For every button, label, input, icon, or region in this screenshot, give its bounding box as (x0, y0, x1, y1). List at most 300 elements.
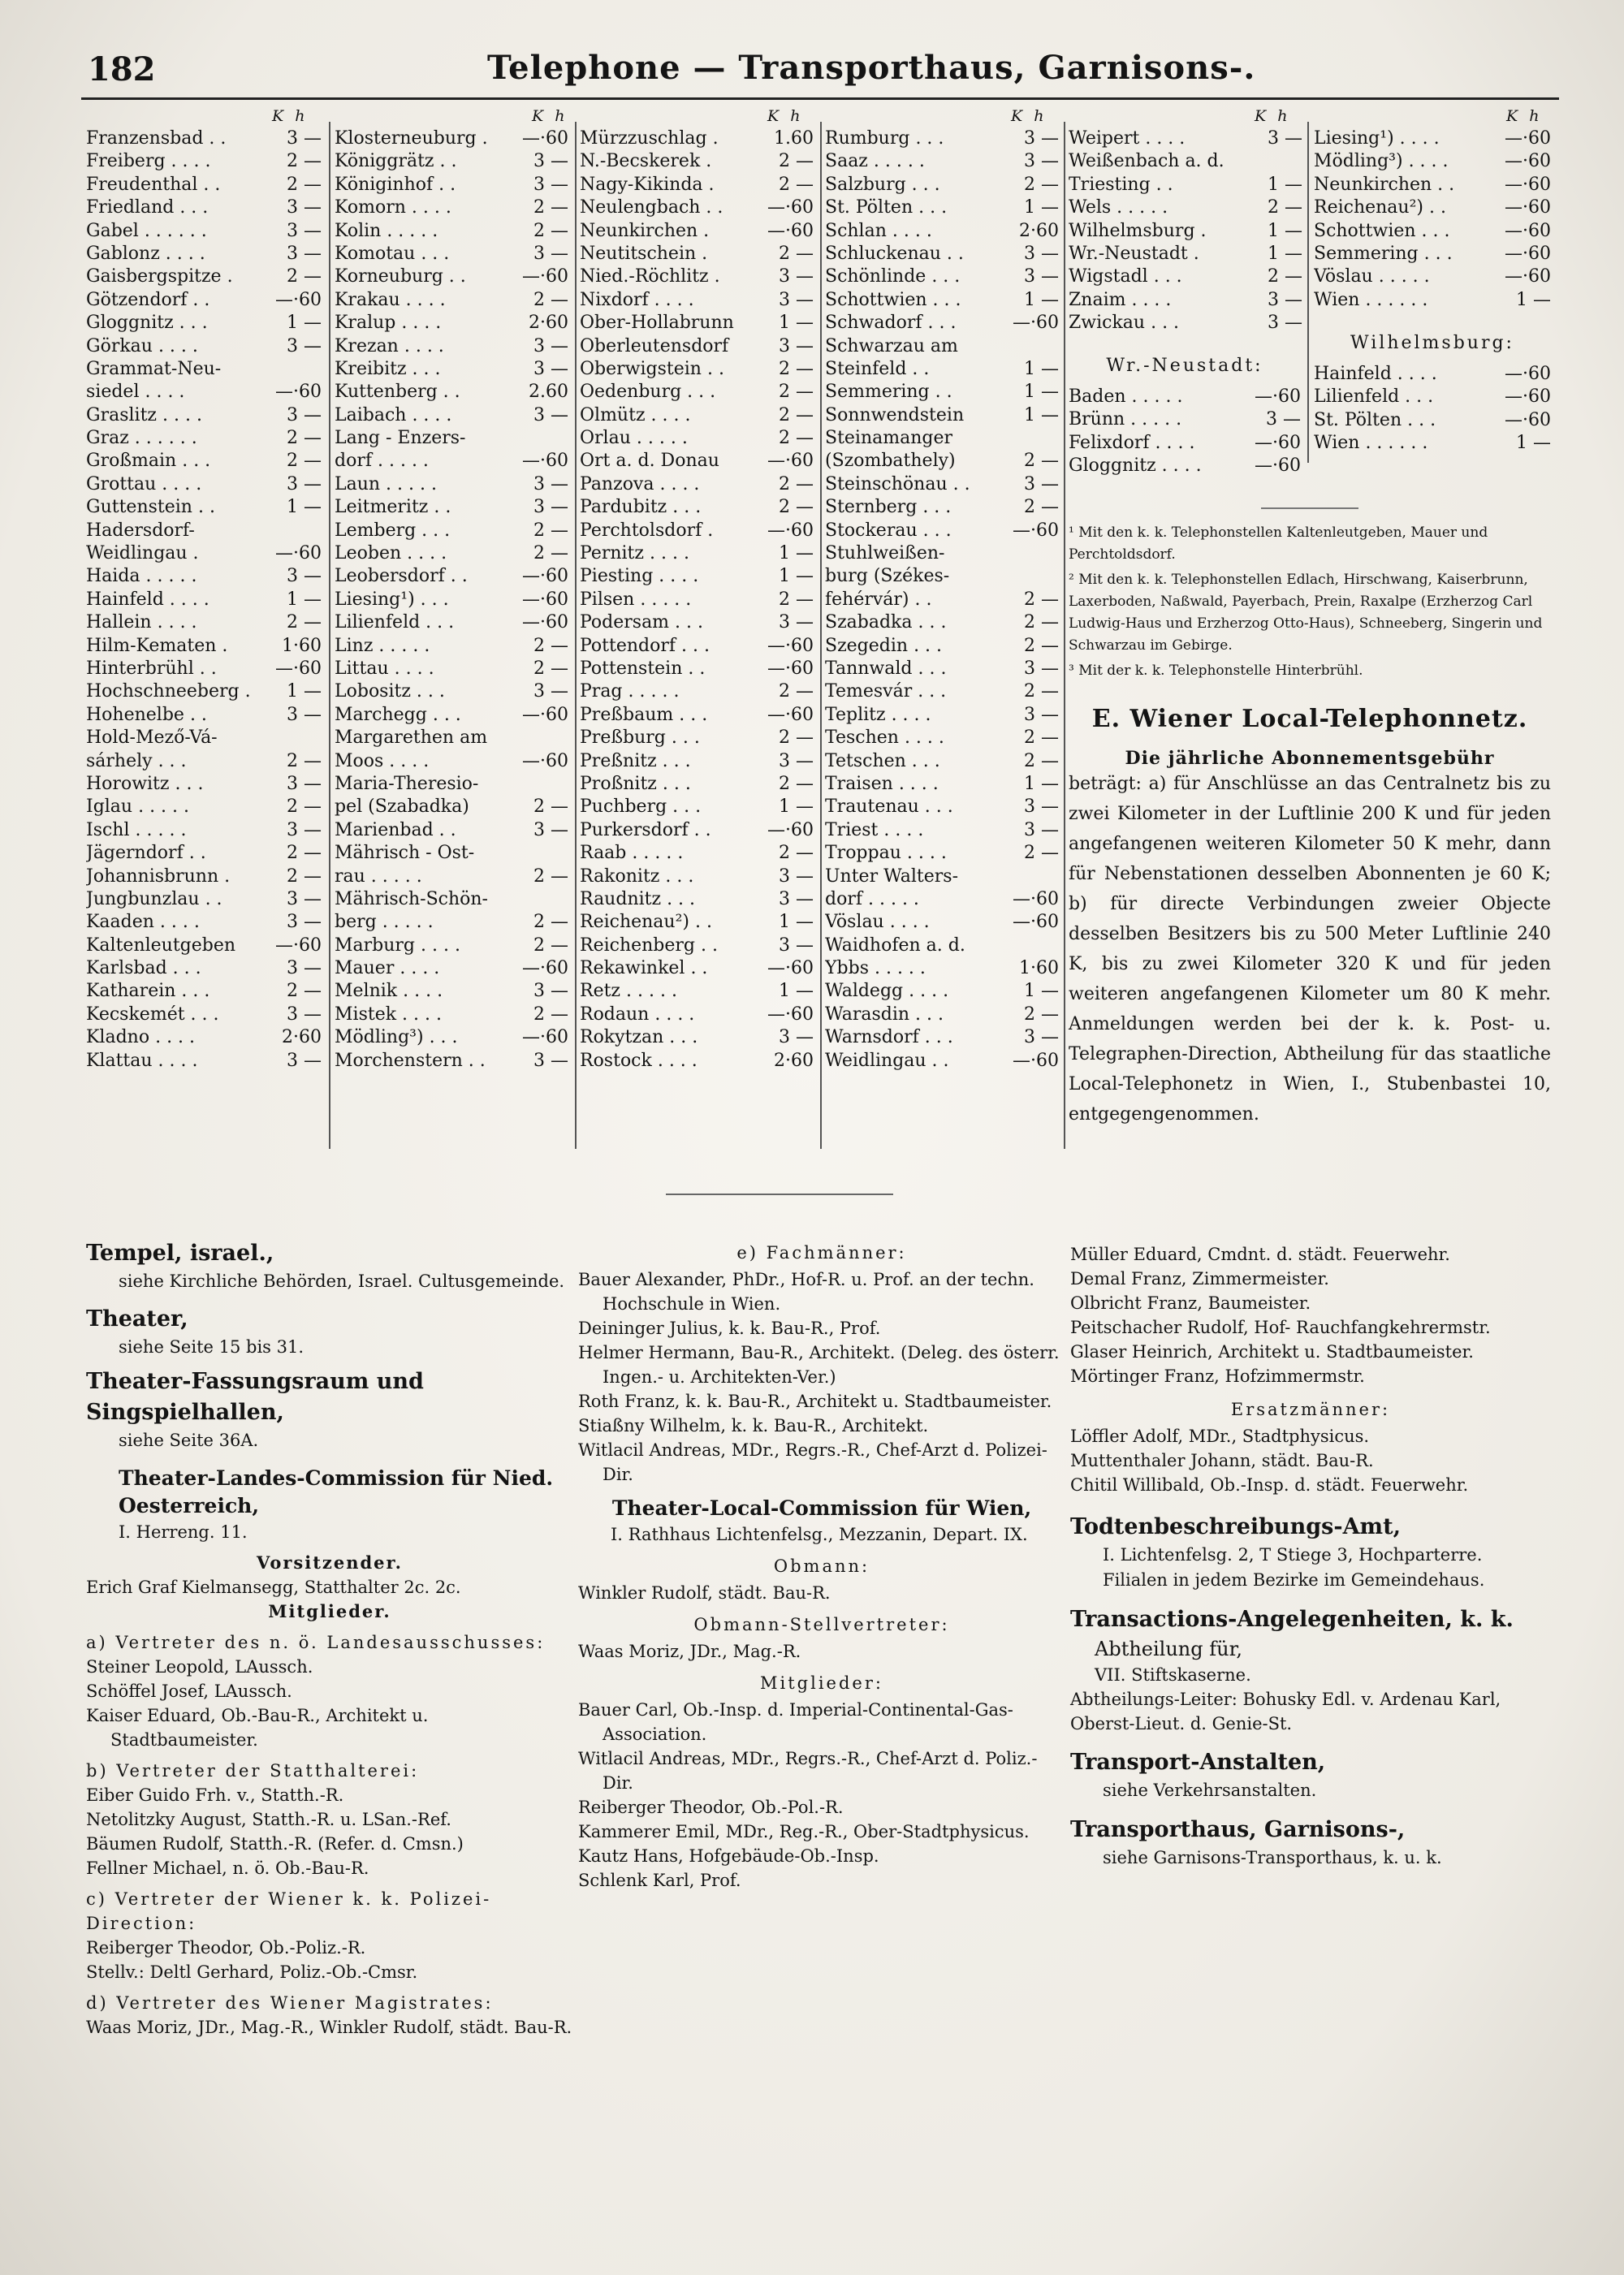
member-entry: Steiner Leopold, LAussch. (86, 1657, 313, 1677)
place-name: Hilm-Kematen . (86, 635, 228, 656)
rate-row (580, 336, 814, 359)
rate-row (1314, 221, 1551, 244)
rate-row (825, 543, 1059, 566)
rate-row (580, 382, 814, 404)
rate-value: —·60 (1505, 197, 1551, 218)
theater-heading: Theater, (86, 1306, 188, 1332)
section-e-heading: E. Wiener Local-Telephonnetz. (1091, 705, 1528, 733)
rate-row (86, 751, 322, 774)
mitglieder-label: Mitglieder. (268, 1601, 391, 1621)
place-name: Wilhelmsburg . (1069, 220, 1207, 241)
rate-row (86, 658, 322, 681)
rate-row (335, 774, 568, 796)
transport-anstalten-text: siehe Verkehrsanstalten. (1103, 1781, 1317, 1800)
rate-row (86, 843, 322, 866)
place-name: Freiberg . . . . (86, 151, 211, 172)
rate-row (335, 405, 568, 428)
place-name: Rumburg . . . (825, 128, 944, 149)
rate-value: —·60 (522, 1027, 568, 1048)
place-name: Nied.-Röchlitz . (580, 266, 720, 287)
place-name: Schwadorf . . . (825, 313, 957, 334)
place-name: Mauer . . . . (335, 958, 440, 979)
place-name: Großmain . . . (86, 451, 211, 472)
rate-row (1314, 386, 1551, 409)
place-name: Nagy-Kikinda . (580, 174, 715, 195)
place-name: Reichenau²) . . (1314, 197, 1446, 218)
place-name: Warnsdorf . . . (825, 1027, 953, 1048)
rate-row (825, 912, 1059, 935)
place-name: Nixdorf . . . . (580, 289, 694, 310)
rate-value: —·60 (1505, 220, 1551, 241)
rate-row (825, 935, 1059, 958)
place-name: Liesing¹) . . . . (1314, 128, 1440, 149)
rate-value: —·60 (522, 704, 568, 725)
rate-row (580, 428, 814, 451)
place-name: Warasdin . . . (825, 1004, 944, 1025)
rate-value: 2 — (779, 589, 814, 610)
rate-row (580, 313, 814, 335)
place-name: Znaim . . . . (1069, 289, 1172, 310)
place-name: Rekawinkel . . (580, 958, 708, 979)
place-name: Kaaden . . . . (86, 912, 200, 933)
rate-row (86, 774, 322, 796)
rate-value: 3 — (1268, 128, 1302, 149)
column-divider (575, 122, 577, 1149)
rate-value: 2 — (779, 151, 814, 172)
local-members-continued (1070, 1242, 1551, 1388)
rate-row (86, 520, 322, 543)
rate-value: 1 — (1516, 289, 1551, 310)
rate-value: 3 — (779, 266, 814, 287)
rate-row (825, 382, 1059, 404)
rate-value: 3 — (1024, 266, 1059, 287)
rate-value: —·60 (275, 935, 322, 956)
place-name: Mödling³) . . . . (1314, 151, 1449, 172)
rate-value: 2 — (287, 981, 322, 1002)
rate-row (86, 290, 322, 313)
place-name: Baden . . . . . (1069, 386, 1183, 407)
rate-value: 1 — (779, 981, 814, 1002)
rate-row (335, 290, 568, 313)
place-name: Stockerau . . . (825, 520, 952, 541)
rate-value: —·60 (1013, 313, 1059, 334)
member-entry: Witlacil Andreas, MDr., Regrs.-R., Chef-Arzt d. Polizei-Dir. (578, 1440, 1047, 1484)
rate-value: 2 — (1024, 727, 1059, 749)
kh-label: K h (1255, 107, 1291, 125)
place-name: Stuhlweißen- (825, 543, 945, 564)
place-name: Kaltenleutgeben (86, 935, 236, 956)
rate-row (825, 197, 1059, 220)
transport-anstalten-heading: Transport-Anstalten, (1070, 1750, 1326, 1775)
rate-value: 2 — (779, 404, 814, 425)
place-name: Rokytzan . . . (580, 1027, 698, 1048)
rate-row (825, 796, 1059, 819)
place-name: Königgrätz . . (335, 151, 457, 172)
rate-row (86, 866, 322, 889)
place-name: Brünn . . . . . (1069, 409, 1182, 430)
rate-row (825, 497, 1059, 520)
rate-value: 3 — (779, 866, 814, 887)
rate-value: 2 — (779, 243, 814, 264)
rate-value: 1 — (779, 796, 814, 818)
rate-row (1069, 386, 1301, 409)
rate-column-1 (86, 128, 322, 1073)
rate-row (86, 428, 322, 451)
rate-row (825, 451, 1059, 473)
rate-value: —·60 (1505, 364, 1551, 384)
place-name: Wigstadl . . . (1069, 266, 1182, 287)
obmann-stellvertreter-label: Obmann-Stellvertreter: (693, 1615, 950, 1634)
fassungsraum-heading: Theater-Fassungsraum und Singspielhallen, (86, 1369, 424, 1425)
transporthaus-text: siehe Garnisons-Transporthaus, k. u. k. (1103, 1848, 1442, 1867)
place-name: Kralup . . . . (335, 313, 442, 334)
rate-row (335, 497, 568, 520)
rate-value: 1·60 (282, 635, 322, 656)
rate-row (580, 197, 814, 220)
member-entry: Witlacil Andreas, MDr., Regrs.-R., Chef-Arzt d. Poliz.-Dir. (578, 1749, 1038, 1793)
place-name: Iglau . . . . . (86, 796, 190, 818)
rate-row (86, 681, 322, 704)
rate-value: 2 — (1024, 681, 1059, 702)
place-name: Mürzzuschlag . (580, 128, 719, 149)
rate-row (825, 359, 1059, 382)
member-entry: Müller Eduard, Cmdnt. d. städt. Feuerwehr. (1070, 1245, 1450, 1264)
rate-column-4 (825, 128, 1059, 1073)
place-name: Graslitz . . . . (86, 404, 202, 425)
place-name: siedel . . . . (86, 382, 185, 403)
rate-row (86, 451, 322, 473)
kh-label: K h (272, 107, 309, 125)
section-e-text: beträgt: a) für Anschlüsse an das Centralnetz bis zu zwei Kilometer in der Luftlinie 200 K und für jeden angefangenen weiteren Kilometer 50 K mehr, dann für Nebenstationen desselben Abonnenten je 60 K; b) für directe Verbindungen zweier Objecte desselben Besitzers bis zu 500 Meter Luftlinie 240 K, bis zu zwei Kilometer 320 K und für jeden weiteren angefangenen Kilometer um 80 K mehr. Anmeldungen werden bei der k. k. Post- u. Telegraphen-Direction, Abtheilung für das staatliche Local-Telephonetz in Wien, I., Stubenbastei 10, entgegengenommen. (1069, 774, 1551, 1125)
rate-column-2 (335, 128, 568, 1073)
rate-row (580, 705, 814, 727)
rate-row (1314, 266, 1551, 289)
place-name: Götzendorf . . (86, 289, 210, 310)
rate-row (86, 221, 322, 244)
rate-row (1314, 128, 1551, 151)
rate-value: —·60 (1255, 386, 1301, 407)
rate-row (825, 774, 1059, 796)
place-name: Ort a. d. Donau (580, 451, 719, 472)
rate-row (825, 405, 1059, 428)
place-name: Görkau . . . . (86, 335, 198, 356)
member-entry: Stellv.: Deltl Gerhard, Poliz.-Ob.-Cmsr. (86, 1962, 418, 1982)
rate-value: 2 — (779, 497, 814, 518)
place-name: Temesvár . . . (825, 681, 947, 702)
rate-value: 3 — (1268, 313, 1302, 334)
rate-row (335, 796, 568, 819)
rate-row (580, 474, 814, 497)
bottom-right-column (1070, 1242, 1551, 1877)
rate-value: —·60 (767, 520, 814, 541)
fachmaenner-list (578, 1267, 1065, 1487)
rate-value: 2 — (287, 750, 322, 771)
rate-row (1314, 151, 1551, 174)
transactions-leiter: Abtheilungs-Leiter: Bohusky Edl. v. Ardenau Karl, Oberst-Lieut. d. Genie-St. (1070, 1690, 1501, 1733)
place-name: Karlsbad . . . (86, 958, 201, 979)
rate-value: 3 — (533, 174, 568, 195)
rate-value: —·60 (1013, 912, 1059, 933)
ersatzmaenner-label: Ersatzmänner: (1230, 1400, 1391, 1419)
place-name: Friedland . . . (86, 197, 209, 218)
place-name: Rostock . . . . (580, 1050, 698, 1071)
rate-value: 3 — (287, 128, 322, 149)
place-name: pel (Szabadka) (335, 796, 469, 818)
place-name: Marburg . . . . (335, 935, 460, 956)
place-name: Unter Walters- (825, 866, 959, 887)
rate-value: 3 — (1024, 473, 1059, 494)
rate-value: 1 — (779, 566, 814, 587)
rate-value: 1 — (1024, 358, 1059, 379)
rate-value: 3 — (287, 566, 322, 587)
rate-row (86, 313, 322, 335)
rate-row (86, 359, 322, 382)
rate-value: 3 — (779, 935, 814, 956)
transactions-heading: Transactions-Angelegenheiten, k. k. (1070, 1607, 1514, 1632)
rate-row (825, 474, 1059, 497)
rate-row (1069, 221, 1302, 244)
member-entry: Chitil Willibald, Ob.-Insp. d. städt. Feuerwehr. (1070, 1475, 1469, 1495)
member-entry: Kaiser Eduard, Ob.-Bau-R., Architekt u. Stadtbaumeister. (86, 1706, 429, 1750)
place-name: Olmütz . . . . (580, 404, 691, 425)
place-name: sárhely . . . (86, 750, 187, 771)
rate-row (580, 221, 814, 244)
place-name: dorf . . . . . (335, 451, 429, 472)
place-name: Leitmeritz . . (335, 497, 451, 518)
rate-value: 2 — (287, 428, 322, 449)
rate-row (335, 244, 568, 266)
rate-row (335, 266, 568, 289)
todtenbeschreibungs-heading: Todtenbeschreibungs-Amt, (1070, 1514, 1401, 1539)
rate-value: 3 — (533, 335, 568, 356)
rate-value: 2 — (533, 289, 568, 310)
local-commission-heading: Theater-Local-Commission für Wien, (611, 1496, 1032, 1520)
rate-value: 2 — (287, 843, 322, 864)
group-label: b) Vertreter der Statthalterei: (86, 1761, 420, 1781)
place-name: Komorn . . . . (335, 197, 451, 218)
rate-value: 3 — (779, 289, 814, 310)
rate-value: 3 — (533, 981, 568, 1002)
landes-commission-address: I. Herreng. 11. (119, 1522, 248, 1542)
group-label: d) Vertreter des Wiener Magistrates: (86, 1993, 494, 2013)
column-divider (329, 122, 330, 1149)
member-entry: Demal Franz, Zimmermeister. (1070, 1269, 1329, 1289)
place-name: Oberleutensdorf (580, 335, 729, 356)
rate-row (825, 313, 1059, 335)
rate-value: 3 — (533, 497, 568, 518)
place-name: Steinfeld . . (825, 358, 930, 379)
rate-value: 2 — (287, 866, 322, 887)
rate-row (335, 1004, 568, 1027)
rate-value: 2 — (1268, 197, 1302, 218)
rate-row (580, 359, 814, 382)
rate-value: 2 — (533, 197, 568, 218)
place-name: Königinhof . . (335, 174, 456, 195)
rate-value: 1 — (1268, 174, 1302, 195)
place-name: Haida . . . . . (86, 566, 197, 587)
rate-row (580, 727, 814, 750)
rate-row (825, 1051, 1059, 1073)
rate-value: 3 — (779, 750, 814, 771)
rate-value: 1 — (1024, 404, 1059, 425)
rate-row (86, 244, 322, 266)
kh-label: K h (1011, 107, 1047, 125)
rate-value: 3 — (287, 243, 322, 264)
place-name: Salzburg . . . (825, 174, 940, 195)
rate-row (580, 796, 814, 819)
member-entry: Netolitzky August, Statth.-R. u. LSan.-Ref. (86, 1810, 451, 1829)
place-name: Szegedin . . . (825, 635, 943, 656)
place-name: Neunkirchen . . (1314, 174, 1455, 195)
rate-row (825, 636, 1059, 658)
place-name: Piesting . . . . (580, 566, 699, 587)
place-name: Hochschneeberg . (86, 681, 251, 702)
wilhelmsburg-list (1314, 364, 1551, 456)
rate-value: 2 — (533, 866, 568, 887)
rate-value: 1 — (287, 497, 322, 518)
member-entry: Bauer Alexander, PhDr., Hof-R. u. Prof. an der techn. Hochschule in Wien. (578, 1270, 1034, 1314)
rate-row (335, 543, 568, 566)
column-divider (1307, 122, 1309, 463)
todtenbeschreibungs-text: I. Lichtenfelsg. 2, T Stiege 3, Hochparterre. Filialen in jedem Bezirke im Gemeindehaus. (1103, 1545, 1485, 1590)
rate-value: 2 — (533, 520, 568, 541)
place-name: Moos . . . . (335, 750, 430, 771)
rate-row (86, 820, 322, 843)
place-name: Pardubitz . . . (580, 497, 702, 518)
place-name: Vöslau . . . . . (1314, 266, 1430, 287)
place-name: Pottendorf . . . (580, 635, 710, 656)
rate-value: 2·60 (529, 313, 568, 334)
rate-row (335, 313, 568, 335)
rate-value: 2 — (779, 382, 814, 403)
rate-value: 3 — (779, 1027, 814, 1048)
rate-value: 2 — (533, 220, 568, 241)
place-name: Lemberg . . . (335, 520, 451, 541)
rate-value: —·60 (522, 612, 568, 633)
place-name: Hohenelbe . . (86, 704, 207, 725)
rate-row (580, 543, 814, 566)
rate-value: 3 — (1024, 819, 1059, 840)
rate-row (86, 497, 322, 520)
rate-row (825, 1004, 1059, 1027)
place-name: Neunkirchen . (580, 220, 710, 241)
member-entry: Fellner Michael, n. ö. Ob.-Bau-R. (86, 1858, 369, 1878)
place-name: Horowitz . . . (86, 773, 204, 794)
place-name: N.-Becskerek . (580, 151, 712, 172)
place-name: Franzensbad . . (86, 128, 227, 149)
rate-value: —·60 (275, 289, 322, 310)
rate-row (335, 566, 568, 589)
place-name: Lobositz . . . (335, 681, 445, 702)
place-name: Perchtolsdorf . (580, 520, 714, 541)
rate-column-5 (1069, 128, 1302, 336)
place-name: Steinschönau . . (825, 473, 970, 494)
place-name: Trautenau . . . (825, 796, 953, 818)
place-name: Triesting . . (1069, 174, 1173, 195)
rate-row (335, 727, 568, 750)
rate-value: 2 — (533, 658, 568, 679)
place-name: Weidlingau . . (825, 1050, 949, 1071)
rate-row (580, 636, 814, 658)
member-entry: Bäumen Rudolf, Statth.-R. (Refer. d. Cmsn.) (86, 1834, 464, 1854)
rate-row (825, 612, 1059, 635)
place-name: Hold-Mező-Vá- (86, 727, 218, 749)
member-entry: Deininger Julius, k. k. Bau-R., Prof. (578, 1319, 881, 1338)
place-name: Maria-Theresio- (335, 773, 479, 794)
rate-row (1314, 290, 1551, 313)
member-entry: Löffler Adolf, MDr., Stadtphysicus. (1070, 1427, 1370, 1446)
footnotes-and-section-e (1069, 507, 1551, 1129)
section-e-lead: Die jährliche Abonnementsgebühr (1125, 748, 1495, 769)
rate-value: 2 — (779, 681, 814, 702)
rate-row (825, 751, 1059, 774)
rate-row (86, 175, 322, 197)
member-entry: Mörtinger Franz, Hofzimmermstr. (1070, 1366, 1365, 1386)
place-name: Tetschen . . . (825, 750, 940, 771)
obmann-label: Obmann: (773, 1556, 870, 1576)
place-name: Margarethen am (335, 727, 488, 749)
rate-row (335, 912, 568, 935)
rate-row (1314, 433, 1551, 455)
transactions-subheading: Abtheilung für, (1095, 1638, 1243, 1660)
rate-row (335, 175, 568, 197)
place-name: Krakau . . . . (335, 289, 446, 310)
rate-value: 2 — (1024, 612, 1059, 633)
rate-value: 3 — (533, 819, 568, 840)
place-name: Sternberg . . . (825, 497, 952, 518)
place-name: Preßbaum . . . (580, 704, 708, 725)
group-label: c) Vertreter der Wiener k. k. Polizei-Direction: (86, 1889, 492, 1933)
place-name: Laibach . . . . (335, 404, 452, 425)
rate-value: 1 — (1024, 773, 1059, 794)
place-name: Traisen . . . . (825, 773, 939, 794)
rate-row (1069, 244, 1302, 266)
rate-row (825, 866, 1059, 889)
place-name: Puchberg . . . (580, 796, 702, 818)
rate-value: 3 — (1024, 151, 1059, 172)
rate-value: —·60 (767, 220, 814, 241)
rate-row (825, 727, 1059, 750)
rate-value: 1 — (779, 543, 814, 564)
rate-row (335, 612, 568, 635)
place-name: Teschen . . . . (825, 727, 944, 749)
rate-row (580, 1027, 814, 1050)
place-name: Gaisbergspitze . (86, 266, 233, 287)
rate-row (580, 981, 814, 1004)
rate-row (335, 981, 568, 1004)
place-name: Troppau . . . . (825, 843, 947, 864)
rate-column-3 (580, 128, 814, 1073)
place-name: Jägerndorf . . (86, 843, 206, 864)
place-name: Freudenthal . . (86, 174, 221, 195)
rate-row (825, 681, 1059, 704)
place-name: Rodaun . . . . (580, 1004, 695, 1025)
rate-row (1069, 409, 1301, 432)
member-entry: Peitschacher Rudolf, Hof- Rauchfangkehrermstr. (1070, 1318, 1491, 1337)
rate-value: 2 — (287, 266, 322, 287)
member-entry: Roth Franz, k. k. Bau-R., Architekt u. Stadtbaumeister. (578, 1392, 1052, 1411)
place-name: Grottau . . . . (86, 473, 202, 494)
place-name: burg (Székes- (825, 566, 950, 587)
rate-row (580, 843, 814, 866)
place-name: Melnik . . . . (335, 981, 443, 1002)
rate-row (580, 1051, 814, 1073)
rate-value: 2 — (1024, 589, 1059, 610)
place-name: St. Pölten . . . (825, 197, 948, 218)
rate-value: —·60 (767, 197, 814, 218)
rate-value: 2 — (779, 773, 814, 794)
wilhelmsburg-heading: Wilhelmsburg: (1350, 333, 1514, 353)
